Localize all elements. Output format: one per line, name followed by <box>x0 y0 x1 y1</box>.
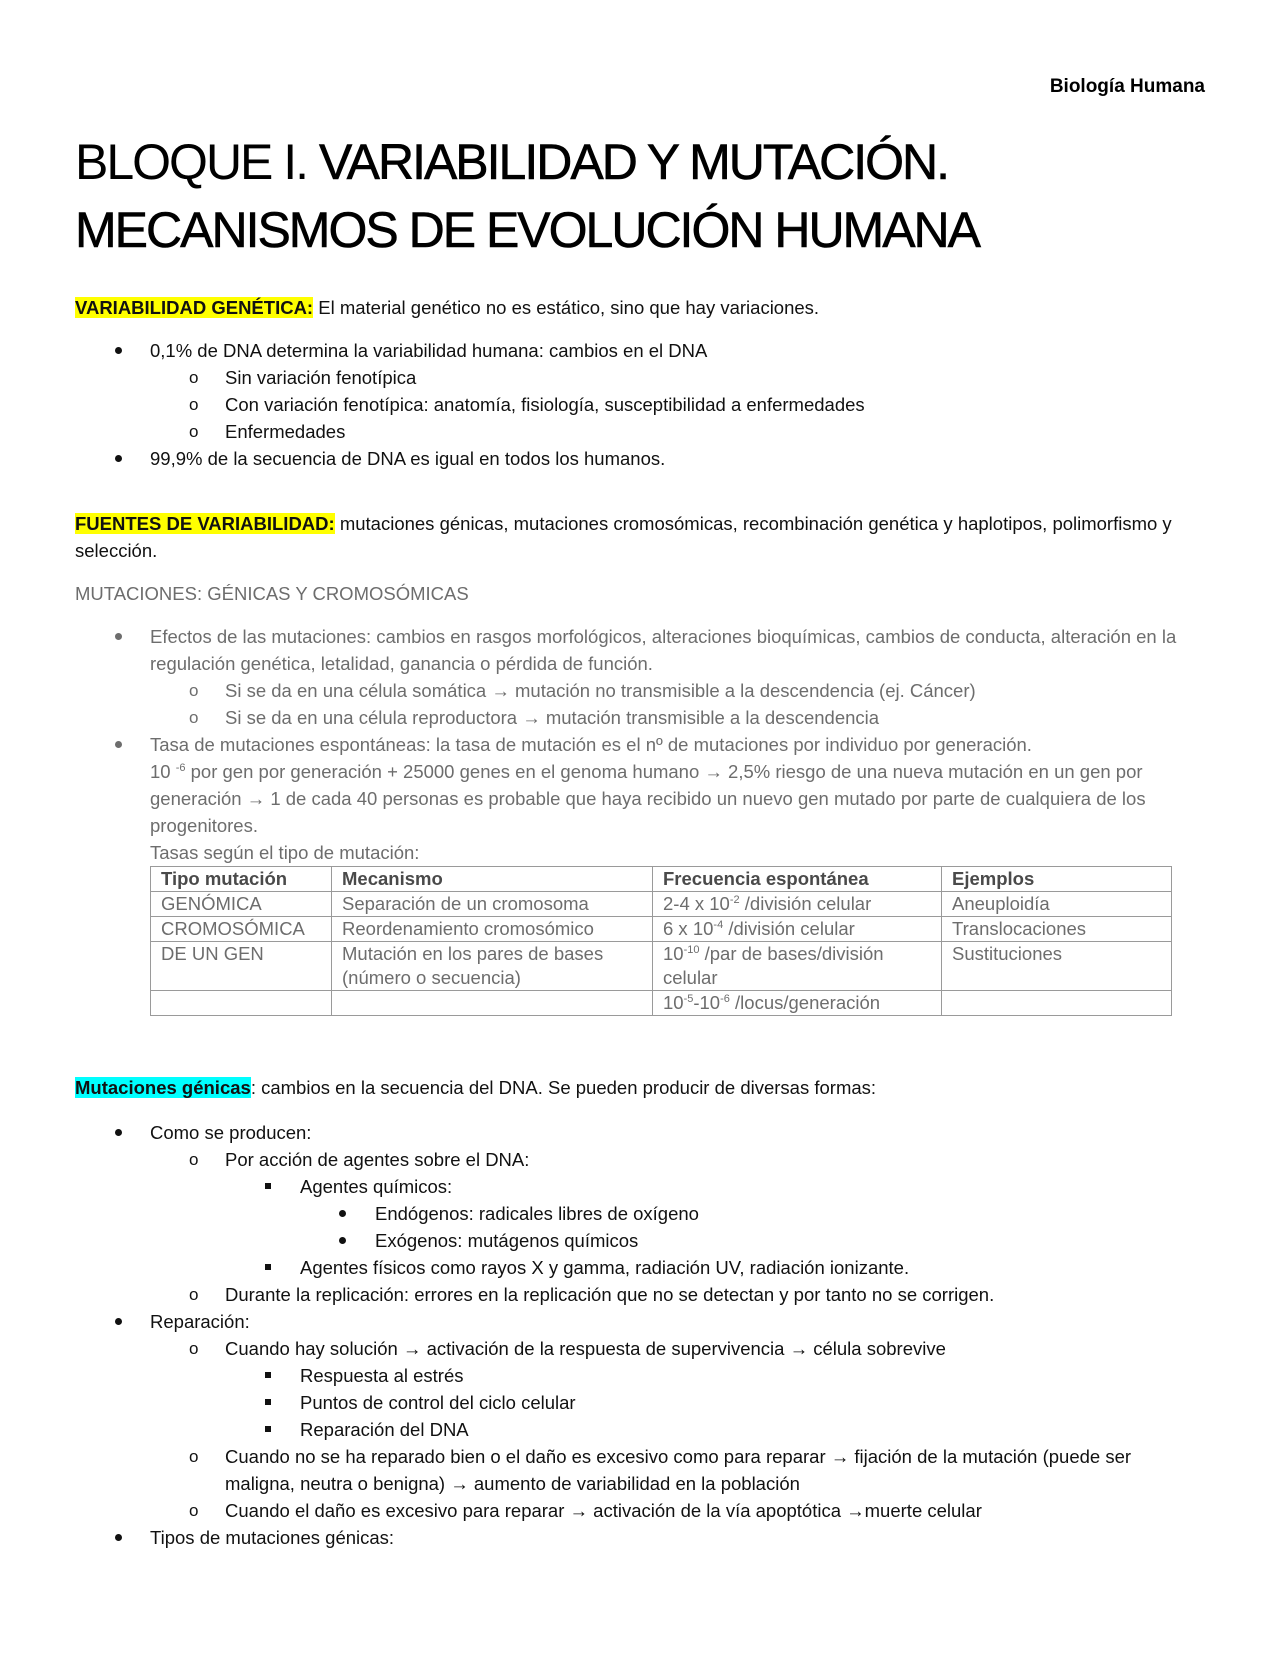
section-mutaciones <box>75 580 1205 1016</box>
mutation-rates-table <box>150 866 1172 1016</box>
list-item: Tasa de mutaciones espontáneas: la tasa de mutación es el nº de mutaciones por individuo por generación. 10 $^{-6}$ por gen por generación + 25000 genes en el genoma humano → 2,5% riesgo de una nueva mutación en un gen por generación → 1 de cada 40 personas es probable que haya recibido un nuevo gen mutado por parte de cualquiera de los progenitores. Tasas según el tipo de mutación: <box>75 731 1205 866</box>
list-item: 0,1% de DNA determina la variabilidad humana: cambios en el DNA <box>75 337 1205 364</box>
fuentes-paragraph <box>75 510 1205 564</box>
list-item: Reparación: <box>75 1308 1205 1335</box>
circle-bullet-icon: o <box>189 395 199 414</box>
list-item: Agentes físicos como rayos X y gamma, radiación UV, radiación ionizante. <box>75 1254 1205 1281</box>
list-item: o Cuando no se ha reparado bien o el daño es excesivo como para reparar → fijación de la mutación (puede ser maligna, neutra o benigna) → aumento de variabilidad en la población <box>75 1443 1205 1497</box>
variabilidad-list <box>75 337 1205 472</box>
circle-bullet-icon: o <box>189 681 199 700</box>
variabilidad-text: El material genético no es estático, sino que hay variaciones. <box>313 297 820 318</box>
mutaciones-list <box>75 623 1205 866</box>
square-bullet-icon <box>265 1264 271 1270</box>
page-title <box>75 128 1205 264</box>
circle-bullet-icon: o <box>189 368 199 387</box>
list-item: Reparación del DNA <box>75 1416 1205 1443</box>
list-item: Endógenos: radicales libres de oxígeno <box>75 1200 1205 1227</box>
circle-bullet-icon: o <box>189 1285 199 1304</box>
list-item: o Por acción de agentes sobre el DNA: <box>75 1146 1205 1173</box>
variabilidad-paragraph <box>75 294 1205 321</box>
table-row: DE UN GEN Mutación en los pares de bases (número o secuencia) $10^{-10}$ /par de bases/división celular Sustituciones <box>151 942 1172 991</box>
circle-bullet-icon: o <box>189 422 199 441</box>
square-bullet-icon <box>265 1399 271 1405</box>
table-row: $10^{-5}-10^{-6}$ /locus/generación <box>151 991 1172 1016</box>
table-header: Frecuencia espontánea <box>653 867 942 892</box>
list-item: 99,9% de la secuencia de DNA es igual en todos los humanos. <box>75 445 1205 472</box>
fuentes-label: FUENTES DE VARIABILIDAD: <box>75 513 335 534</box>
bullet-icon <box>115 1318 122 1325</box>
title-prefix: BLOQUE I. <box>75 134 319 190</box>
table-header-row <box>151 867 1172 892</box>
list-item: o Si se da en una célula somática → mutación no transmisible a la descendencia (ej. Cáncer) <box>75 677 1205 704</box>
header-subject: Biología Humana <box>1049 76 1205 97</box>
table-row: CROMOSÓMICA Reordenamiento cromosómico 6 x $10^{-4}$ /división celular Translocaciones <box>151 917 1172 942</box>
mutaciones-heading: MUTACIONES: GÉNICAS Y CROMOSÓMICAS <box>75 583 469 604</box>
table-header: Ejemplos <box>942 867 1172 892</box>
list-item: o Con variación fenotípica: anatomía, fisiología, susceptibilidad a enfermedades <box>75 391 1205 418</box>
list-item: Efectos de las mutaciones: cambios en rasgos morfológicos, alteraciones bioquímicas, cambios de conducta, alteración en la regulación genética, letalidad, ganancia o pérdida de función. <box>75 623 1205 677</box>
list-item: Puntos de control del ciclo celular <box>75 1389 1205 1416</box>
genicas-list <box>75 1119 1205 1551</box>
table-row: GENÓMICA Separación de un cromosoma 2-4 x $10^{-2}$ /división celular Aneuploidía <box>151 892 1172 917</box>
bullet-icon <box>339 1210 346 1217</box>
list-item: o Sin variación fenotípica <box>75 364 1205 391</box>
circle-bullet-icon: o <box>189 1339 199 1358</box>
section-variabilidad <box>75 294 1205 472</box>
bullet-icon <box>115 455 122 462</box>
genicas-label: Mutaciones génicas <box>75 1077 251 1098</box>
list-item: Agentes químicos: <box>75 1173 1205 1200</box>
genicas-paragraph: Mutaciones génicas: cambios en la secuencia del DNA. Se pueden producir de diversas formas: <box>75 1077 877 1098</box>
circle-bullet-icon: o <box>189 1447 199 1466</box>
square-bullet-icon <box>265 1183 271 1189</box>
bullet-icon <box>115 741 122 748</box>
table-header: Mecanismo <box>332 867 653 892</box>
list-item: o Cuando hay solución → activación de la respuesta de supervivencia → célula sobrevive <box>75 1335 1205 1362</box>
section-genicas <box>75 1074 1205 1551</box>
circle-bullet-icon: o <box>189 1501 199 1520</box>
list-item: o Enfermedades <box>75 418 1205 445</box>
variabilidad-label: VARIABILIDAD GENÉTICA: <box>75 297 314 318</box>
bullet-icon <box>339 1237 346 1244</box>
bullet-icon <box>115 633 122 640</box>
list-item: Exógenos: mutágenos químicos <box>75 1227 1205 1254</box>
circle-bullet-icon: o <box>189 1150 199 1169</box>
list-item: o Cuando el daño es excesivo para reparar → activación de la vía apoptótica →muerte celular <box>75 1497 1205 1524</box>
square-bullet-icon <box>265 1426 271 1432</box>
square-bullet-icon <box>265 1372 271 1378</box>
title-line2: MECANISMOS DE EVOLUCIÓN HUMANA <box>75 202 980 258</box>
fuentes-text: mutaciones génicas, mutaciones cromosómicas, recombinación genética y haplotipos, polimorfismo y selección. <box>75 513 1172 561</box>
list-item: o Si se da en una célula reproductora → mutación transmisible a la descendencia <box>75 704 1205 731</box>
bullet-icon <box>115 347 122 354</box>
list-item: Respuesta al estrés <box>75 1362 1205 1389</box>
table-header: Tipo mutación <box>151 867 332 892</box>
title-line1: VARIABILIDAD Y MUTACIÓN. <box>318 134 948 190</box>
list-item: o Durante la replicación: errores en la replicación que no se detectan y por tanto no se corrigen. <box>75 1281 1205 1308</box>
circle-bullet-icon: o <box>189 708 199 727</box>
bullet-icon <box>115 1129 122 1136</box>
list-item: Tipos de mutaciones génicas: <box>75 1524 1205 1551</box>
list-item: Como se producen: <box>75 1119 1205 1146</box>
bullet-icon <box>115 1534 122 1541</box>
